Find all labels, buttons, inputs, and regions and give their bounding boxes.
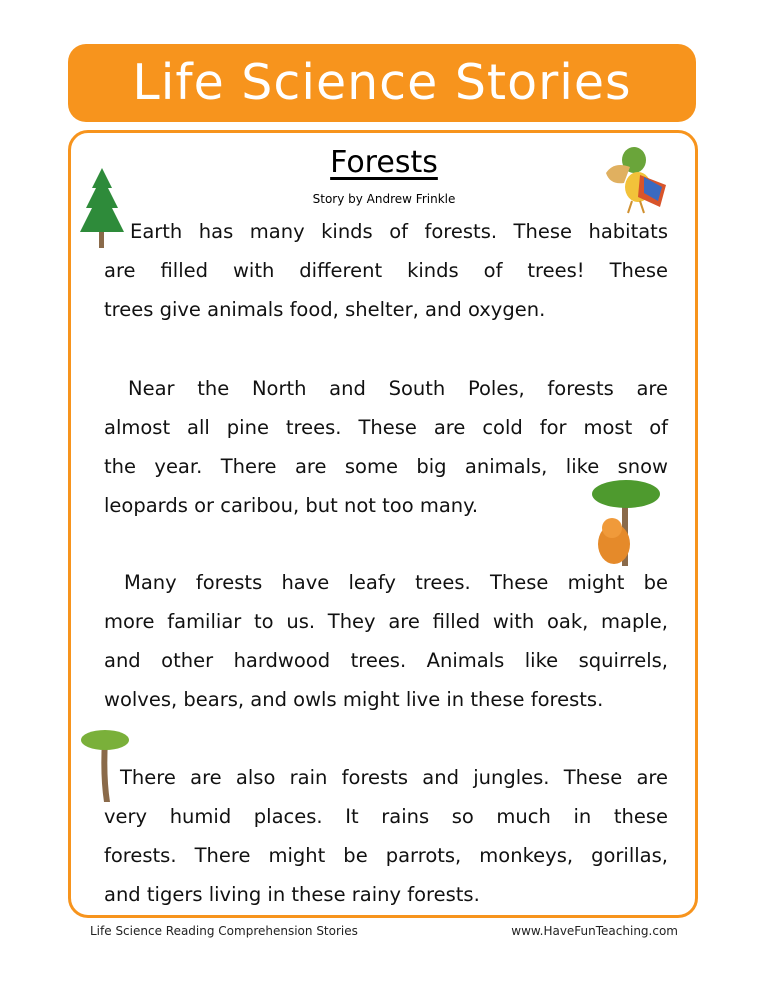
worksheet-header: Life Science Stories [68, 44, 696, 122]
paragraph-1 [104, 212, 668, 329]
text-line: There are also rain forests and jungles. These are [120, 766, 668, 789]
text-line: the year. There are some big animals, like snow [104, 455, 668, 478]
text-line: more familiar to us. They are filled with oak, maple, [104, 610, 668, 633]
text-line: Earth has many kinds of forests. These habitats [130, 220, 668, 243]
text-line: Near the North and South Poles, forests are [128, 377, 668, 400]
text-line: Many forests have leafy trees. These might be [124, 571, 668, 594]
text-line: leopards or caribou, but not too many. [104, 494, 479, 517]
text-line: trees give animals food, shelter, and oxygen. [104, 298, 546, 321]
paragraph-3 [104, 563, 668, 719]
text-line: very humid places. It rains so much in these [104, 805, 668, 828]
text-line: almost all pine trees. These are cold for most of [104, 416, 668, 439]
paragraph-4 [104, 758, 668, 914]
text-line: and other hardwood trees. Animals like squirrels, [104, 649, 668, 672]
story-byline: Story by Andrew Frinkle [312, 192, 456, 206]
parrot-icon [604, 145, 668, 215]
text-line: are filled with different kinds of trees! These [104, 259, 668, 282]
footer-series: Life Science Reading Comprehension Stories [90, 924, 358, 938]
text-line: forests. There might be parrots, monkeys, gorillas, [104, 844, 668, 867]
footer-website[interactable]: www.HaveFunTeaching.com [511, 924, 678, 938]
story-title-text: Forests [330, 145, 438, 180]
text-line: and tigers living in these rainy forests. [104, 883, 480, 906]
text-line: wolves, bears, and owls might live in these forests. [104, 688, 604, 711]
paragraph-2 [104, 369, 668, 525]
